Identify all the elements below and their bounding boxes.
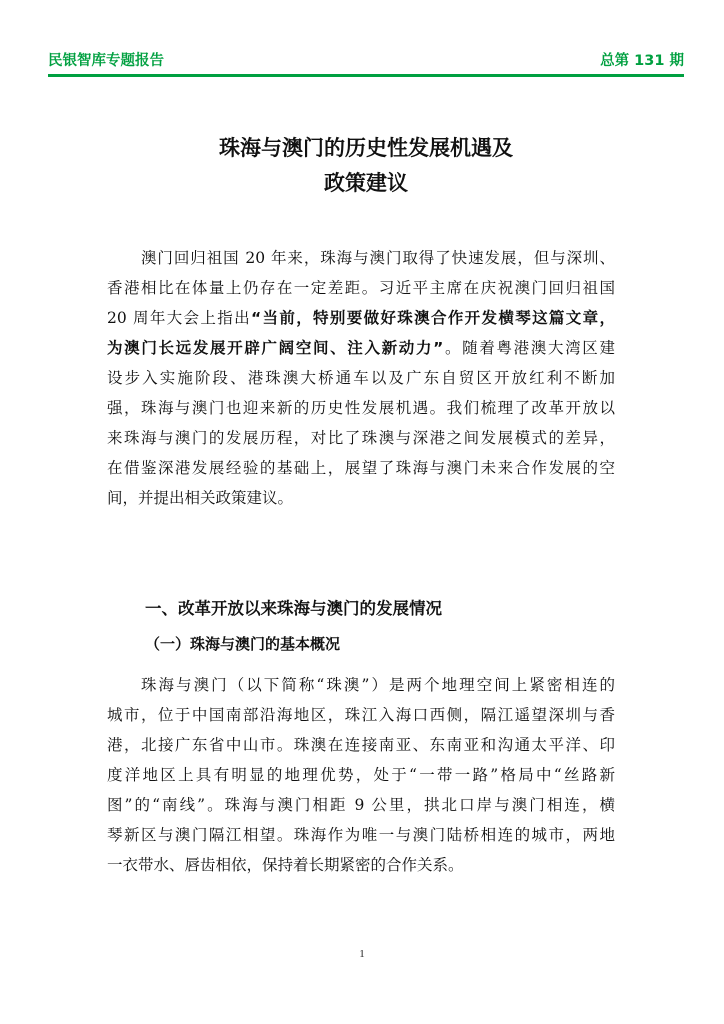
- title-line-1: 珠海与澳门的历史性发展机遇及: [219, 136, 513, 160]
- overview-line: 图”的“南线”。珠海与澳门相距 9 公里，拱北口岸与澳门相连，横: [107, 796, 615, 814]
- intro-paragraph: [107, 243, 615, 513]
- intro-line: 在借鉴深港发展经验的基础上，展望了珠海与澳门未来合作发展的空: [107, 459, 615, 477]
- subsection-heading: （一）珠海与澳门的基本概况: [145, 635, 341, 653]
- header-divider: [48, 74, 684, 77]
- intro-line: 强，珠海与澳门也迎来新的历史性发展机遇。我们梳理了改革开放以: [107, 399, 615, 417]
- section-heading: 一、改革开放以来珠海与澳门的发展情况: [145, 599, 442, 618]
- overview-paragraph: [107, 670, 615, 880]
- intro-text: 。随着粤港澳大湾区建: [443, 339, 615, 357]
- document-title: [48, 131, 684, 201]
- intro-line: 来珠海与澳门的发展历程，对比了珠澳与深港之间发展模式的差异，: [107, 429, 615, 447]
- overview-line: 珠海与澳门（以下简称“珠澳”）是两个地理空间上紧密相连的: [141, 676, 615, 694]
- intro-line: [107, 333, 615, 363]
- intro-text: 20 周年大会上指出: [107, 309, 251, 327]
- overview-line: 一衣带水、唇齿相依，保持着长期紧密的合作关系。: [107, 856, 464, 874]
- overview-line: 度洋地区上具有明显的地理优势，处于“一带一路”格局中“丝路新: [107, 766, 615, 784]
- intro-line: 香港相比在体量上仍存在一定差距。习近平主席在庆祝澳门回归祖国: [107, 279, 615, 297]
- intro-line: 设步入实施阶段、港珠澳大桥通车以及广东自贸区开放红利不断加: [107, 369, 615, 387]
- overview-line: 琴新区与澳门隔江相望。珠海作为唯一与澳门陆桥相连的城市，两地: [107, 826, 615, 844]
- issue-number: 总第 131 期: [600, 53, 684, 69]
- page-number: 1: [359, 948, 365, 960]
- overview-line: 港，北接广东省中山市。珠澳在连接南亚、东南亚和沟通太平洋、印: [107, 736, 615, 754]
- quote-text: “当前，特别要做好珠澳合作开发横琴这篇文章，: [250, 309, 615, 327]
- report-header: [48, 50, 684, 72]
- quote-text: 为澳门长远发展开辟广阔空间、注入新动力”: [107, 339, 444, 357]
- overview-line: 城市，位于中国南部沿海地区，珠江入海口西侧，隔江遥望深圳与香: [107, 706, 615, 724]
- intro-line: 澳门回归祖国 20 年来，珠海与澳门取得了快速发展，但与深圳、: [141, 249, 615, 267]
- title-line-2: 政策建议: [324, 171, 408, 195]
- report-series-name: 民银智库专题报告: [48, 53, 164, 69]
- intro-line: [107, 303, 615, 333]
- intro-line: 间，并提出相关政策建议。: [107, 489, 294, 507]
